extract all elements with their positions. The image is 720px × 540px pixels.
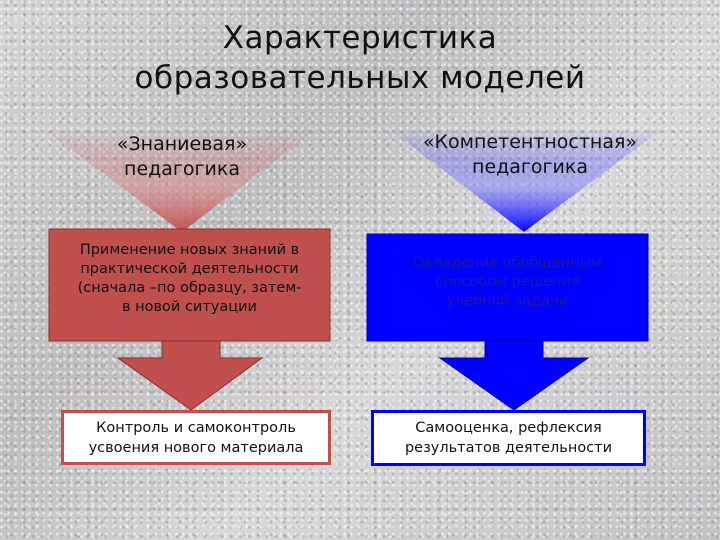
right-method-box	[367, 234, 648, 330]
left-result-line-2: усвоения нового материала	[88, 439, 304, 456]
right-result-box	[371, 410, 646, 466]
right-heading	[400, 130, 660, 180]
slide-title-line-1: Характеристика	[222, 20, 498, 56]
left-heading-line-1: «Знаниевая»	[116, 133, 248, 155]
right-heading-line-2: педагогика	[472, 156, 588, 178]
right-method-line-2: способом решения	[435, 273, 580, 290]
left-heading	[62, 132, 302, 182]
left-method-box	[49, 229, 330, 329]
left-heading-line-2: педагогика	[124, 158, 240, 180]
slide-title-line-2: образовательных моделей	[134, 60, 586, 96]
right-result-line-1: Самооценка, рефлексия	[415, 420, 602, 436]
left-method-line-1: Применение новых знаний в	[79, 242, 300, 258]
left-result-line-1: Контроль и самоконтроль	[96, 419, 296, 436]
right-heading-line-1: «Компетентностная»	[422, 131, 638, 153]
left-down-arrow	[118, 341, 262, 410]
left-method-line-4: в новой ситуации	[122, 299, 257, 315]
right-result-line-2: результатов деятельности	[404, 440, 613, 456]
right-method-line-1: Овладение обобщенным	[412, 254, 603, 271]
left-method-line-2: практической деятельности	[80, 261, 299, 277]
right-method-line-3: учебной задачи	[447, 292, 568, 309]
left-result-box	[61, 410, 331, 465]
left-method-line-3: (сначала –по образцу, затем-	[77, 280, 302, 296]
right-down-arrow	[440, 341, 588, 410]
slide-title	[0, 18, 720, 98]
